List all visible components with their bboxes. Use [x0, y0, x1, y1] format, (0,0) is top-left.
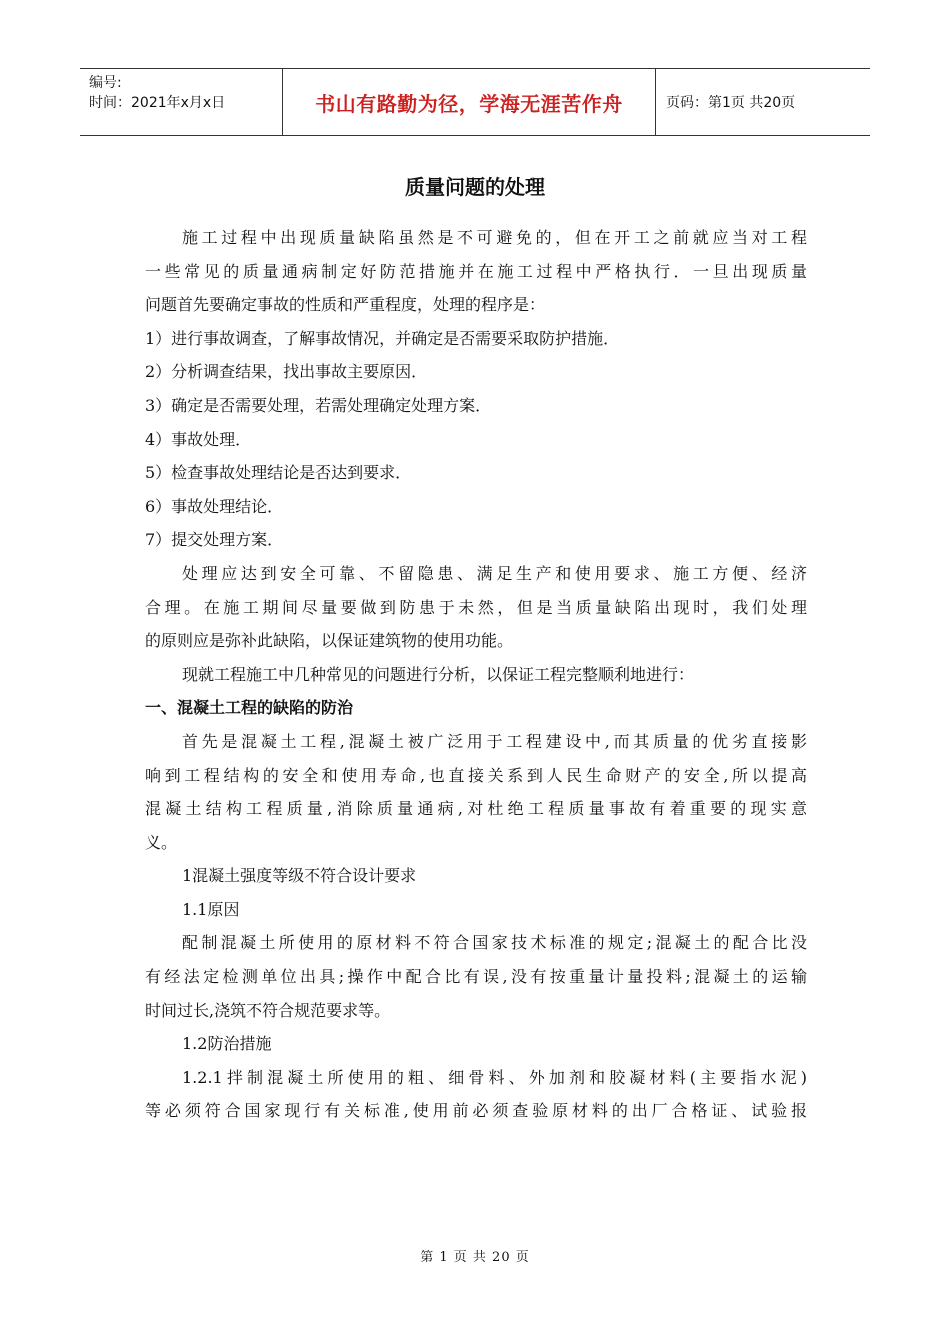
paragraph-line: 合理。在施工期间尽量要做到防患于未然，但是当质量缺陷出现时，我们处理 — [145, 597, 807, 617]
list-item: 3）确定是否需要处理，若需处理确定处理方案． — [145, 395, 492, 415]
paragraph-line: 配制混凝土所使用的原材料不符合国家技术标准的规定;混凝土的配合比没 — [182, 933, 807, 953]
list-item: 2）分析调查结果，找出事故主要原因． — [145, 362, 428, 382]
header-motto: 书山有路勤为径，学海无涯苦作舟 — [282, 69, 656, 135]
list-item: 1）进行事故调查，了解事故情况，并确定是否需要采取防护措施． — [145, 328, 620, 348]
paragraph-line: 等必须符合国家现行有关标准,使用前必须查验原材料的出厂合格证、试验报 — [145, 1101, 807, 1121]
document-title: 质量问题的处理 — [405, 175, 545, 199]
subsection-heading: 1.2防治措施 — [182, 1034, 272, 1054]
page-footer: 第 1 页 共 20 页 — [420, 1250, 530, 1265]
subsection-heading: 1混凝土强度等级不符合设计要求 — [182, 866, 417, 886]
paragraph-line: 有经法定检测单位出具;操作中配合比有误,没有按重量计量投料;混凝土的运输 — [145, 967, 807, 987]
paragraph-line: 现就工程施工中几种常见的问题进行分析，以保证工程完整顺利地进行： — [182, 664, 695, 684]
paragraph-line: 一些常见的质量通病制定好防范措施并在施工过程中严格执行．一旦出现质量 — [145, 261, 807, 281]
document-body — [145, 221, 807, 1128]
paragraph-line: 1.2.1拌制混凝土所使用的粗、细骨料、外加剂和胶凝材料(主要指水泥) — [182, 1067, 807, 1087]
paragraph-line: 时间过长,浇筑不符合规范要求等。 — [145, 1000, 391, 1020]
list-item: 7）提交处理方案． — [145, 530, 284, 550]
header-page-info: 页码：第1页 共20页 — [666, 95, 796, 111]
paragraph-line: 处理应达到安全可靠、不留隐患、满足生产和使用要求、施工方便、经济 — [182, 563, 807, 583]
header-meta — [80, 69, 282, 135]
paragraph-line: 义。 — [145, 832, 178, 852]
section-heading: 一、混凝土工程的缺陷的防治 — [145, 698, 354, 718]
document-date: 时间：2021年x月x日 — [89, 95, 226, 111]
paragraph-line: 混凝土结构工程质量,消除质量通病,对杜绝工程质量事故有着重要的现实意 — [145, 799, 807, 819]
paragraph-line: 响到工程结构的安全和使用寿命,也直接关系到人民生命财产的安全,所以提高 — [145, 765, 807, 785]
list-item: 6）事故处理结论． — [145, 496, 284, 516]
paragraph-line: 的原则应是弥补此缺陷，以保证建筑物的使用功能。 — [145, 631, 514, 651]
page-header — [80, 68, 870, 136]
paragraph-line: 问题首先要确定事故的性质和严重程度，处理的程序是： — [145, 295, 546, 315]
document-number-label: 编号: — [89, 75, 122, 91]
paragraph-line: 首先是混凝土工程,混凝土被广泛用于工程建设中,而其质量的优劣直接影 — [182, 731, 807, 751]
list-item: 4）事故处理． — [145, 429, 252, 449]
list-item: 5）检查事故处理结论是否达到要求． — [145, 463, 412, 483]
subsection-heading: 1.1原因 — [182, 899, 240, 919]
paragraph-line: 施工过程中出现质量缺陷虽然是不可避免的，但在开工之前就应当对工程 — [182, 228, 807, 247]
